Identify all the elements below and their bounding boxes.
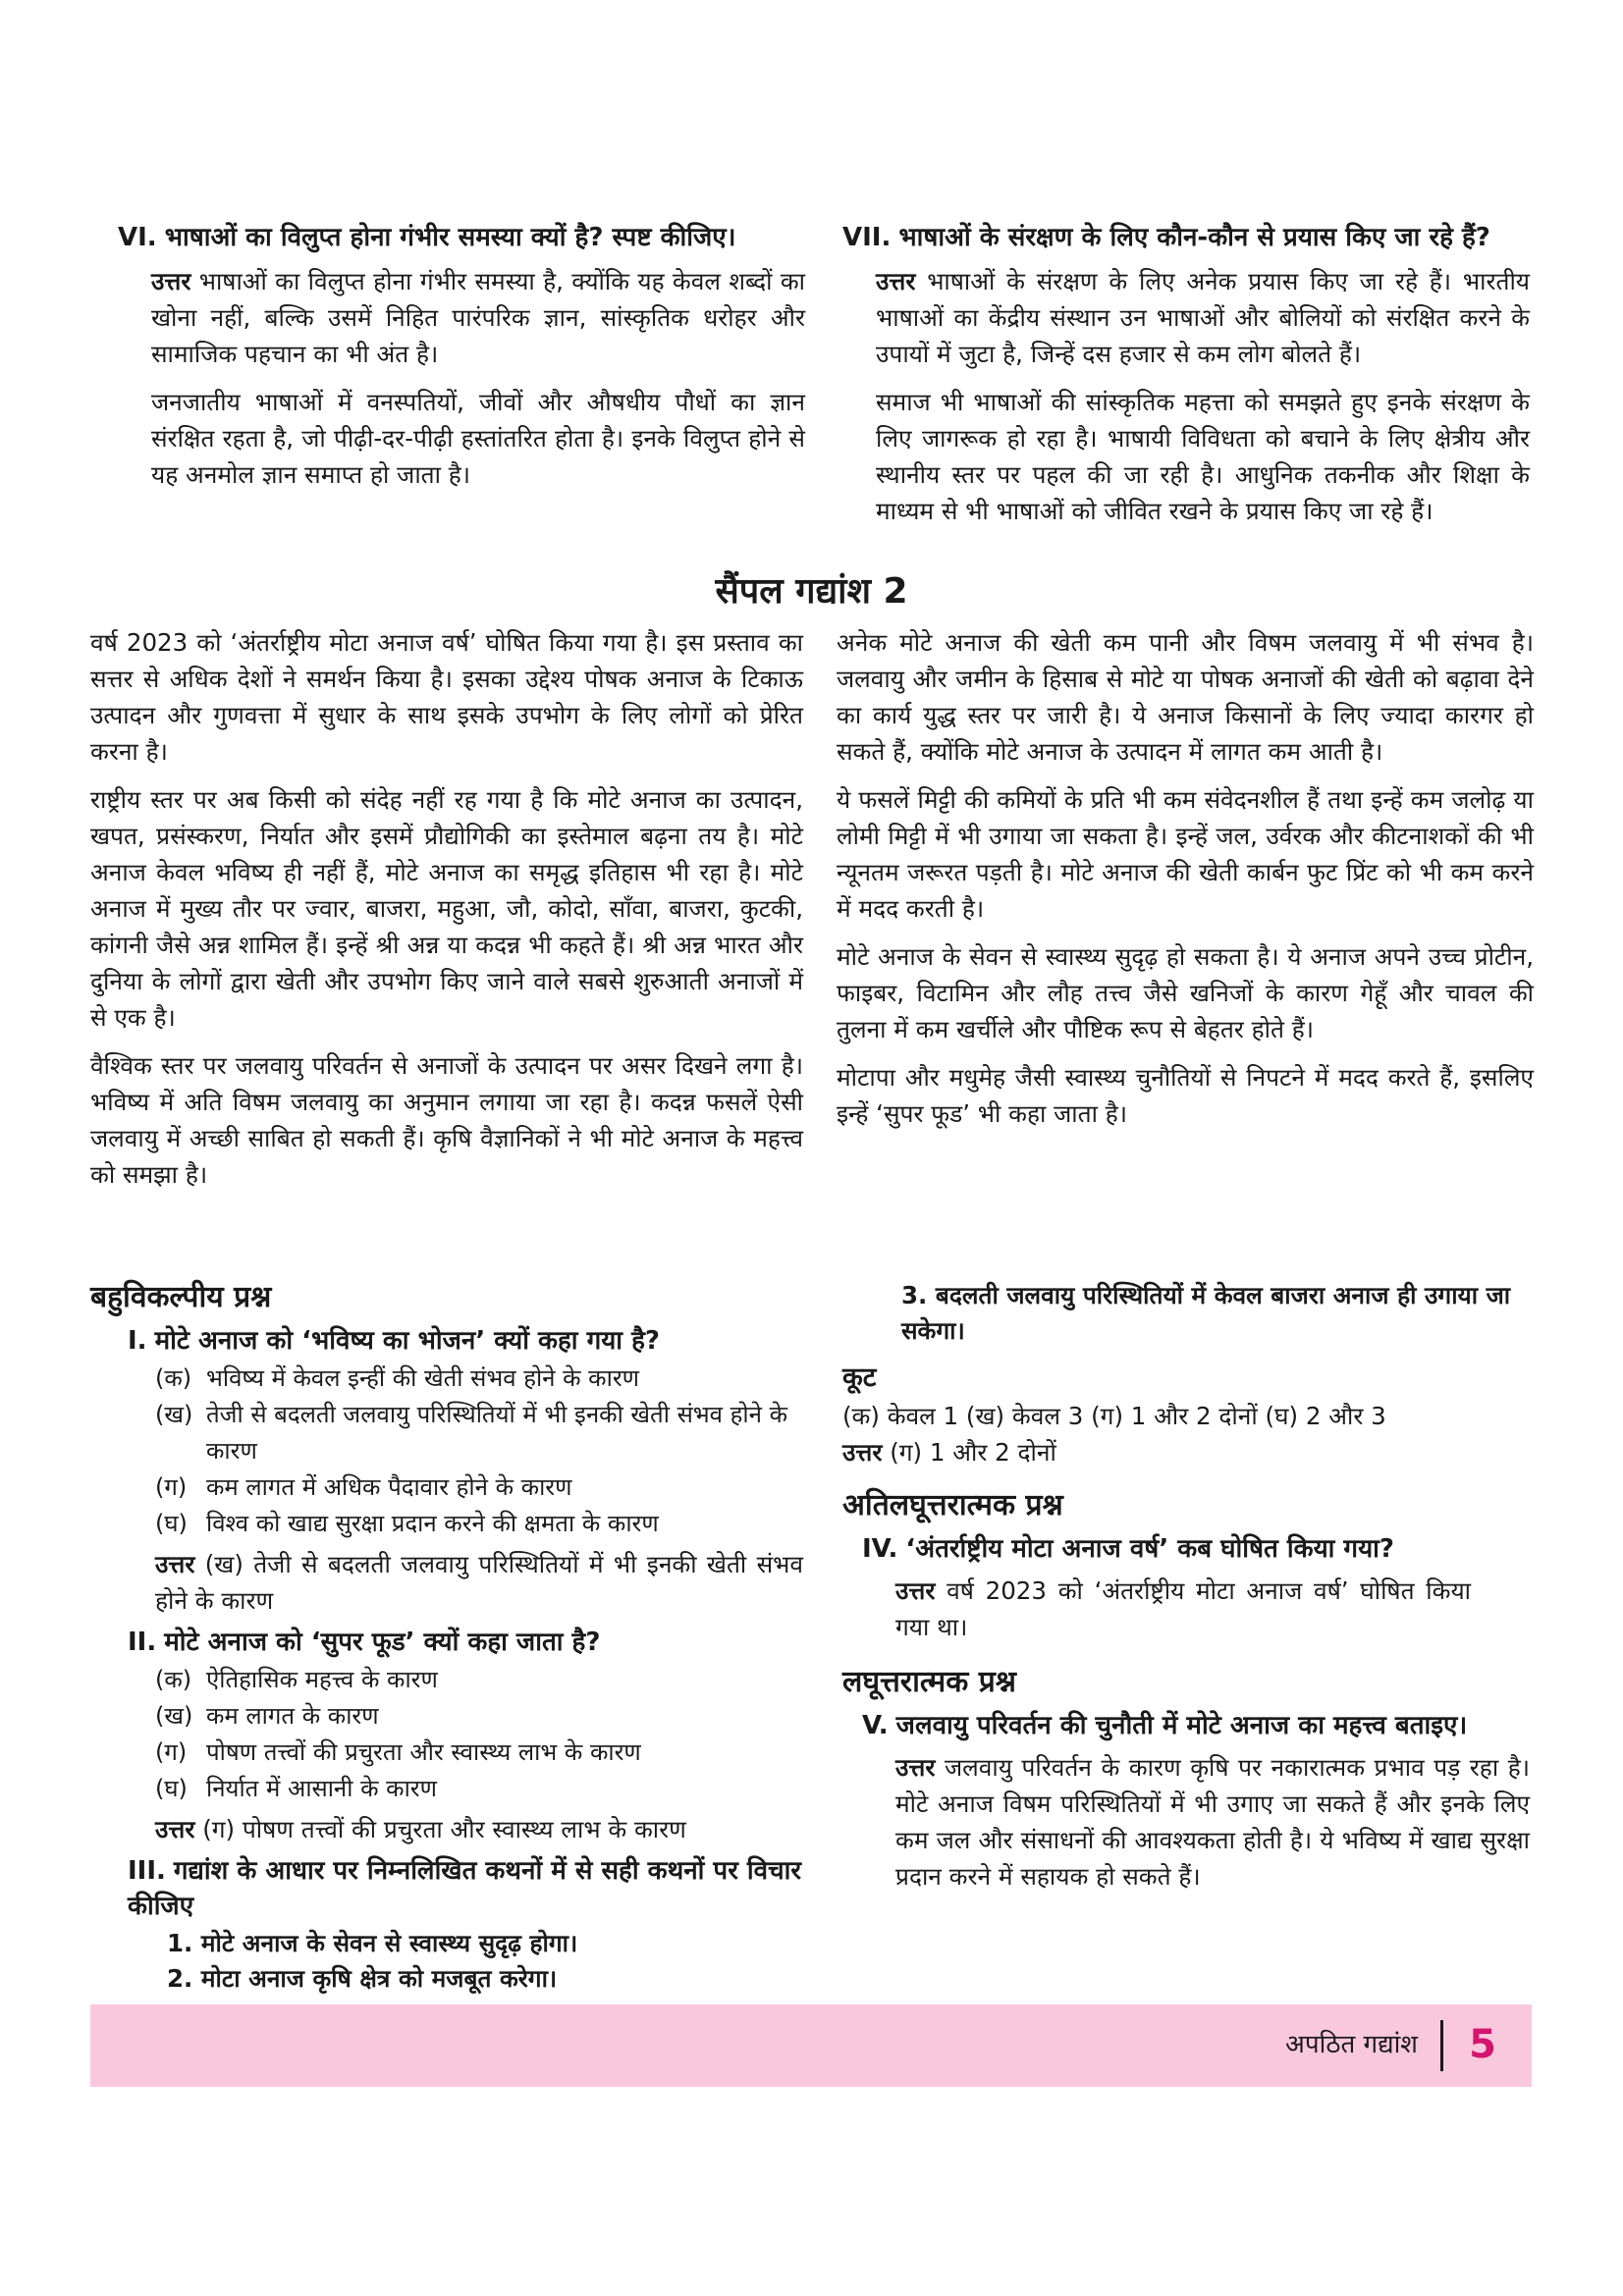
section-title-short: लघूत्तरात्मक प्रश्न [842,1665,1016,1699]
answer-label: उत्तर [895,1753,936,1782]
question-7-block [842,220,1530,529]
section-title-mcq: बहुविकल्पीय प्रश्न [90,1280,272,1314]
mcq-section [90,1278,803,1997]
passage-paragraph: मोटापा और मधुमेह जैसी स्वास्थ्य चुनौतियों से निपटने में मदद करते हैं, इसलिए इन्हें ‘सुपर फूड’ भी कहा जाता है। [837,1063,1534,1128]
option: (ग) कम लागत में अधिक पैदावार होने के कारण [155,1473,572,1501]
kut-options: (क) केवल 1 (ख) केवल 3 (ग) 1 और 2 दोनों (घ) 2 और 3 [842,1402,1386,1430]
question-5-block [842,1708,1530,1895]
passage-paragraph: ये फसलें मिट्टी की कमियों के प्रति भी कम संवेदनशील हैं तथा इन्हें कम जलोढ़ या लोमी मिट्टी में भी उगाया जा सकता है। इन्हें जल, उर्वरक और कीटनाशकों की भी न्यूनतम जरूरत पड़ती है। मोटे अनाज की खेती कार्बन फुट प्रिंट को भी कम करने में मदद करती है। [837,785,1534,923]
mcq-statements [128,1926,803,1997]
answer-label: उत्तर [151,267,191,295]
option: (घ) निर्यात में आसानी के कारण [155,1775,437,1802]
mcq-answer-3: उत्तर (ग) 1 और 2 दोनों [842,1438,1056,1467]
section-title-very-short: अतिलघूत्तरात्मक प्रश्न [842,1488,1063,1522]
option: (क) भविष्य में केवल इन्हीं की खेती संभव होने के कारण [155,1364,639,1392]
answer-label: उत्तर [895,1576,936,1605]
question-5: V. जलवायु परिवर्तन की चुनौती में मोटे अनाज का महत्त्व बताइए। [862,1711,1468,1740]
answer-6: उत्तर भाषाओं का विलुप्त होना गंभीर समस्या है, क्योंकि यह केवल शब्दों का खोना नहीं, बल्कि उसमें निहित पारंपरिक ज्ञान, सांस्कृतिक धरोहर और सामाजिक पहचान का भी अंत है। [151,267,805,368]
question-6-block [118,220,805,493]
answer-4: उत्तर वर्ष 2023 को ‘अंतर्राष्ट्रीय मोटा अनाज वर्ष’ घोषित किया गया था। [895,1576,1471,1641]
mcq-answer-1: उत्तर (ख) तेजी से बदलती जलवायु परिस्थितियों में भी इनकी खेती संभव होने के कारण [155,1550,803,1615]
kut-label: कूट [842,1362,877,1393]
option: (ख) तेजी से बदलती जलवायु परिस्थितियों में भी इनकी खेती संभव होने के कारण [155,1401,787,1465]
passage-paragraph: वर्ष 2023 को ‘अंतर्राष्ट्रीय मोटा अनाज वर्ष’ घोषित किया गया है। इस प्रस्ताव का सत्तर से अधिक देशों ने समर्थन किया है। इसका उद्देश्य पोषक अनाज के टिकाऊ उत्पादन और गुणवत्ता में सुधार के साथ इसके उपभोग के लिए लोगों को प्रेरित करना है। [90,628,803,766]
answer-label: उत्तर [155,1815,195,1843]
answer-label: उत्तर [842,1438,883,1467]
mcq-question-3 [90,1853,803,1997]
question-4: IV. ‘अंतर्राष्ट्रीय मोटा अनाज वर्ष’ कब घोषित किया गया? [862,1534,1394,1564]
mcq-options [128,1361,803,1542]
answer-5: उत्तर जलवायु परिवर्तन के कारण कृषि पर नकारात्मक प्रभाव पड़ रहा है। मोटे अनाज विषम परिस्थितियों में भी उगाए जा सकते हैं और इनके लिए कम जल और संसाधनों की आवश्यकता होती है। ये भविष्य में खाद्य सुरक्षा प्रदान करने में सहायक हो सकते हैं। [895,1753,1530,1891]
answer-7: उत्तर भाषाओं के संरक्षण के लिए अनेक प्रयास किए जा रहे हैं। भारतीय भाषाओं का केंद्रीय संस्थान उन भाषाओं और बोलियों को संरक्षित करने के उपायों में जुटा है, जिन्हें दस हजार से कम लोग बोलते हैं। [876,267,1530,368]
passage-title: सैंपल गद्यांश 2 [715,571,908,612]
passage-paragraph: मोटे अनाज के सेवन से स्वास्थ्य सुदृढ़ हो सकता है। ये अनाज अपने उच्च प्रोटीन, फाइबर, विटामिन और लौह तत्त्व जैसे खनिजों के कारण गेहूँ और चावल की तुलना में कम खर्चीले और पौष्टिक रूप से बेहतर होते हैं। [837,942,1534,1043]
page-number: 5 [1469,2022,1496,2067]
question-4-block [842,1531,1530,1645]
footer-band [90,2004,1532,2087]
footer-divider [1440,2020,1443,2071]
option: (घ) विश्व को खाद्य सुरक्षा प्रदान करने की क्षमता के कारण [155,1510,659,1537]
mcq-question-2-text: II. मोटे अनाज को ‘सुपर फूड’ क्यों कहा जाता है? [128,1628,601,1657]
passage-right-column [837,624,1534,1132]
statement: 3. बदलती जलवायु परिस्थितियों में केवल बाजरा अनाज ही उगाया जा सकेगा। [901,1281,1511,1345]
answer-label: उत्तर [876,267,916,295]
mcq-answer-2: उत्तर (ग) पोषण तत्त्वों की प्रचुरता और स्वास्थ्य लाभ के कारण [155,1815,686,1843]
mcq-options [128,1662,803,1807]
answer-6-para2: जनजातीय भाषाओं में वनस्पतियों, जीवों और औषधीय पौधों का ज्ञान संरक्षित रहता है, जो पीढ़ी-दर-पीढ़ी हस्तांतरित होता है। इनके विलुप्त होने से यह अनमोल ज्ञान समाप्त हो जाता है। [151,388,805,489]
option: (ख) कम लागत के कारण [155,1702,379,1730]
answer-7-para2: समाज भी भाषाओं की सांस्कृतिक महत्ता को समझते हुए इनके संरक्षण के लिए जागरूक हो रहा है। भाषायी विविधता को बचाने के लिए क्षेत्रीय और स्थानीय स्तर पर पहल की जा रही है। आधुनिक तकनीक और शिक्षा के माध्यम से भी भाषाओं को जीवित रखने के प्रयास किए जा रहे हैं। [876,388,1530,525]
statement: 1. मोटे अनाज के सेवन से स्वास्थ्य सुदृढ़ होगा। [167,1929,578,1957]
answer-label: उत्तर [155,1550,195,1578]
mcq-statements [842,1278,1530,1349]
statement: 2. मोटा अनाज कृषि क्षेत्र को मजबूत करेगा। [167,1964,558,1993]
footer-section-label: अपठित गद्यांश [1285,2030,1418,2059]
passage-left-column [90,624,803,1193]
option: (क) ऐतिहासिक महत्त्व के कारण [155,1666,438,1693]
option: (ग) पोषण तत्त्वों की प्रचुरता और स्वास्थ्य लाभ के कारण [155,1738,641,1766]
mcq-question-1 [90,1323,803,1619]
mcq-question-1-text: I. मोटे अनाज को ‘भविष्य का भोजन’ क्यों कहा गया है? [128,1326,660,1356]
passage-paragraph: अनेक मोटे अनाज की खेती कम पानी और विषम जलवायु में भी संभव है। जलवायु और जमीन के हिसाब से मोटे या पोषक अनाजों की खेती को बढ़ावा देने का कार्य युद्ध स्तर पर जारी है। ये अनाज किसानों के लिए ज्यादा कारगर हो सकते हैं, क्योंकि मोटे अनाज के उत्पादन में लागत कम आती है। [837,628,1534,766]
mcq-continued [842,1278,1530,1895]
question-6: VI. भाषाओं का विलुप्त होना गंभीर समस्या क्यों है? स्पष्ट कीजिए। [118,223,736,252]
mcq-question-2 [90,1625,803,1847]
question-7: VII. भाषाओं के संरक्षण के लिए कौन-कौन से प्रयास किए जा रहे हैं? [842,223,1490,252]
passage-paragraph: वैश्विक स्तर पर जलवायु परिवर्तन से अनाजों के उत्पादन पर असर दिखने लगा है। भविष्य में अति विषम जलवायु का अनुमान लगाया जा रहा है। कदन्न फसलें ऐसी जलवायु में अच्छी साबित हो सकती हैं। कृषि वैज्ञानिकों ने भी मोटे अनाज के महत्त्व को समझा है। [90,1051,803,1189]
passage-paragraph: राष्ट्रीय स्तर पर अब किसी को संदेह नहीं रह गया है कि मोटे अनाज का उत्पादन, खपत, प्रसंस्करण, निर्यात और इसमें प्रौद्योगिकी का इस्तेमाल बढ़ना तय है। मोटे अनाज केवल भविष्य ही नहीं हैं, मोटे अनाज का समृद्ध इतिहास भी रहा है। मोटे अनाज में मुख्य तौर पर ज्वार, बाजरा, महुआ, जौ, कोदो, साँवा, बाजरा, कुटकी, कांगनी जैसे अन्न शामिल हैं। इन्हें श्री अन्न या कदन्न भी कहते हैं। श्री अन्न भारत और दुनिया के लोगों द्वारा खेती और उपभोग किए जाने वाले सबसे शुरुआती अनाजों में से एक है। [90,785,803,1032]
mcq-question-3-text: III. गद्यांश के आधार पर निम्नलिखित कथनों में से सही कथनों पर विचार कीजिए [128,1856,801,1921]
